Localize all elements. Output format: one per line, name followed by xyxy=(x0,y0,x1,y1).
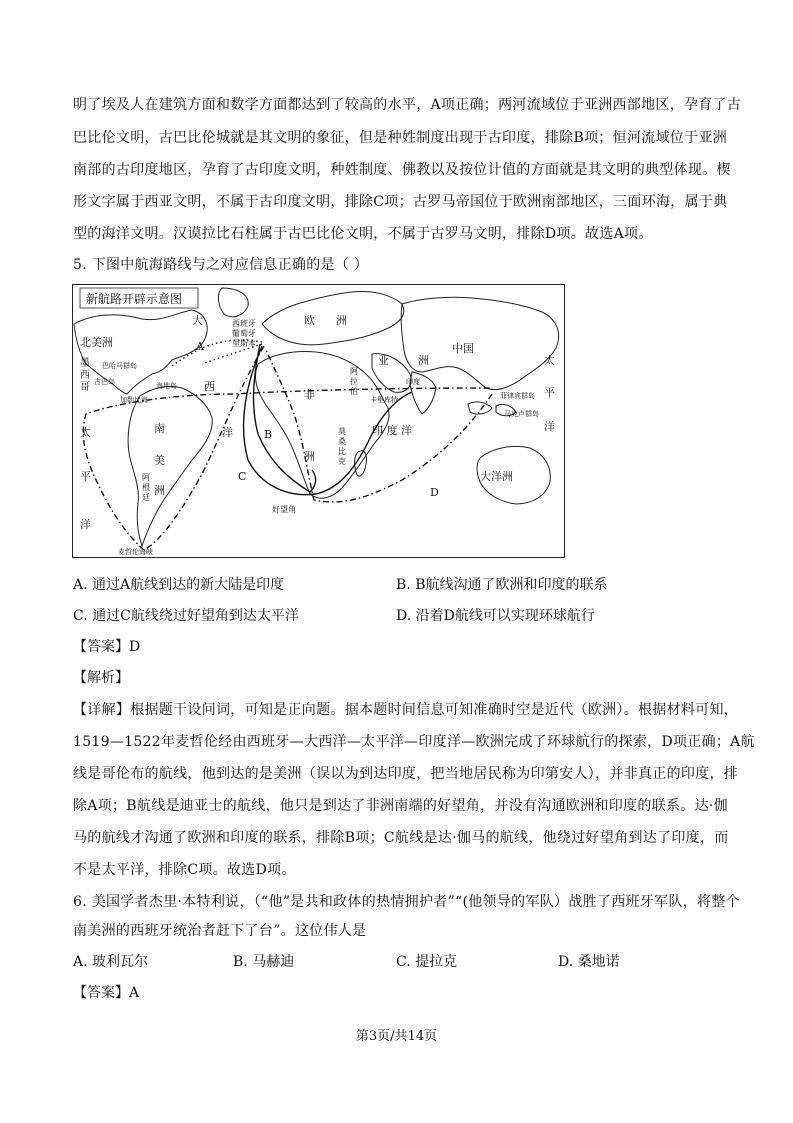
label-mexico-2: 西 xyxy=(80,370,90,381)
label-india: 印度 xyxy=(406,378,420,386)
question-5-option-b: B. B航线沟通了欧洲和印度的联系 xyxy=(396,577,608,593)
label-tai-left: 太 xyxy=(80,426,91,439)
page-footer: 第3页/共14页 xyxy=(355,1029,438,1044)
label-mexico-3: 哥 xyxy=(80,382,90,393)
question-5-detail-line-3: 线是哥伦布的航线，他到达的是美洲（误以为到达印度，把当地居民称为印第安人），并非真正的印度，排 xyxy=(73,766,739,782)
label-fei: 非 xyxy=(304,388,315,401)
label-route-b: B xyxy=(264,428,273,441)
label-arabia-3: 伯 xyxy=(350,387,358,396)
label-lisbon: 里斯本 xyxy=(232,339,256,348)
intro-line-3: 南部的古印度地区，孕育了古印度文明，种姓制度、佛教以及按位计值的方面就是其文明的典型体现。楔 xyxy=(73,162,731,178)
label-caribbean: 加勒比海 xyxy=(120,396,148,404)
question-6-option-d: D. 桑地诺 xyxy=(558,954,620,970)
question-5-answer: 【答案】D xyxy=(73,639,141,655)
intro-line-2: 巴比伦文明，古巴比伦城就是其文明的象征，但是种姓制度出现于古印度，排除B项；恒河流域位于亚洲 xyxy=(73,130,728,146)
label-ya: 亚 xyxy=(378,354,389,367)
question-5-analysis-label: 【解析】 xyxy=(73,670,129,686)
label-yang: 洋 xyxy=(222,426,233,439)
label-arabia-2: 拉 xyxy=(350,377,358,386)
label-china: 中国 xyxy=(452,342,474,355)
label-route-c: C xyxy=(238,470,247,483)
question-5-detail-line-1: 【详解】根据题干设问词，可知是正向题。据本题时间信息可知准确时空是近代（欧洲）。根据材料可知， xyxy=(73,702,739,718)
label-moz-3: 比 xyxy=(338,447,346,456)
label-north-america: 北美洲 xyxy=(80,336,113,349)
label-nan: 南 xyxy=(154,422,165,435)
label-ping-right: 平 xyxy=(544,386,555,399)
question-6-option-a: A. 玻利瓦尔 xyxy=(73,954,149,970)
label-cape: 好望角 xyxy=(272,505,296,514)
question-6-answer: 【答案】A xyxy=(73,985,140,1001)
question-5-option-d: D. 沿着D航线可以实现环球航行 xyxy=(396,608,595,624)
label-tai-right: 太 xyxy=(544,354,555,367)
intro-line-5: 型的海洋文明。汉谟拉比石柱属于古巴比伦文明，不属于古罗马文明，排除D项。故选A项。 xyxy=(73,226,653,242)
intro-line-4: 形文字属于西亚文明，不属于古印度文明，排除C项；古罗马帝国位于欧洲南部地区，三面环海，属于典 xyxy=(73,194,728,210)
label-mexico-1: 墨 xyxy=(80,358,90,369)
question-5-detail-line-2: 1519—1522年麦哲伦经由西班牙—大西洋—太平洋—印度洋—欧洲完成了环球航行的探索，D项正确；A航 xyxy=(73,734,755,750)
label-argentina-3: 廷 xyxy=(142,493,150,502)
question-6-stem-line-2: 南美洲的西班牙统治者赶下了台”。这位伟人是 xyxy=(73,923,367,939)
question-5-detail-line-4: 除A项；B航线是迪亚士的航线，他只是到达了非洲南端的好望角，并没有沟通欧洲和印度的联系。达·伽 xyxy=(73,798,728,814)
label-cuba: 古巴岛 xyxy=(94,378,115,386)
label-zhou-af: 洲 xyxy=(304,450,315,463)
label-da: 大 xyxy=(192,314,203,327)
question-6-option-c: C. 提拉克 xyxy=(396,954,458,970)
label-zhou-as: 洲 xyxy=(418,354,429,367)
label-ou: 欧 xyxy=(304,314,315,327)
label-argentina-1: 阿 xyxy=(142,473,150,482)
question-5-detail-line-5: 马的航线才沟通了欧洲和印度的联系，排除B项；C航线是达·伽马的航线，他绕过好望角到达了印度，而 xyxy=(73,830,729,846)
label-portugal: 葡萄牙 xyxy=(232,329,256,338)
label-xi: 西 xyxy=(204,380,215,393)
question-5-detail-line-6: 不是太平洋，排除C项。故选D项。 xyxy=(73,862,296,878)
label-yang-left: 洋 xyxy=(80,518,91,531)
label-mei: 美 xyxy=(154,454,165,467)
intro-line-1: 明了埃及人在建筑方面和数学方面都达到了较高的水平，A项正确；两河流域位于亚洲西部地区，孕育了古 xyxy=(73,97,742,113)
label-indian-ocean: 印 度 洋 xyxy=(372,424,412,437)
label-route-d: D xyxy=(430,486,439,499)
label-oceania: 大洋洲 xyxy=(480,470,513,483)
new-sea-route-map xyxy=(72,284,565,558)
label-haiti: 海地岛 xyxy=(156,382,177,390)
label-moluccas: 马克卢群岛 xyxy=(504,410,539,418)
label-arabia-1: 阿 xyxy=(350,367,358,376)
label-bahamas: 巴哈马群岛 xyxy=(102,362,137,370)
label-zhou-eu: 洲 xyxy=(336,314,347,327)
label-route-a: A xyxy=(196,340,204,353)
question-5-option-c: C. 通过C航线绕过好望角到达太平洋 xyxy=(73,608,299,624)
label-moz-2: 桑 xyxy=(338,437,346,446)
label-moz-1: 莫 xyxy=(338,427,346,436)
label-spain: 西班牙 xyxy=(232,319,256,328)
label-calicut: 卡里库特 xyxy=(370,396,398,404)
label-ping-left: 平 xyxy=(80,470,91,483)
question-6-stem-line-1: 6. 美国学者杰里·本特利说，（“他”是共和政体的热情拥护者”“(他领导的军队）战胜了西班牙军队，将整个 xyxy=(73,894,740,910)
label-yang-right: 洋 xyxy=(544,420,555,433)
label-philippines: 菲律宾群岛 xyxy=(500,392,535,400)
label-magellan: 麦哲伦海峡 xyxy=(118,548,153,556)
label-zhou-sa: 洲 xyxy=(154,484,165,497)
question-6-option-b: B. 马赫迪 xyxy=(233,954,295,970)
label-moz-4: 克 xyxy=(338,457,346,466)
label-argentina-2: 根 xyxy=(142,483,150,492)
map-title: 新航路开辟示意图 xyxy=(86,292,183,306)
question-5-option-a: A. 通过A航线到达的新大陆是印度 xyxy=(73,577,285,593)
question-5-stem: 5. 下图中航海路线与之对应信息正确的是（ ） xyxy=(73,257,369,273)
